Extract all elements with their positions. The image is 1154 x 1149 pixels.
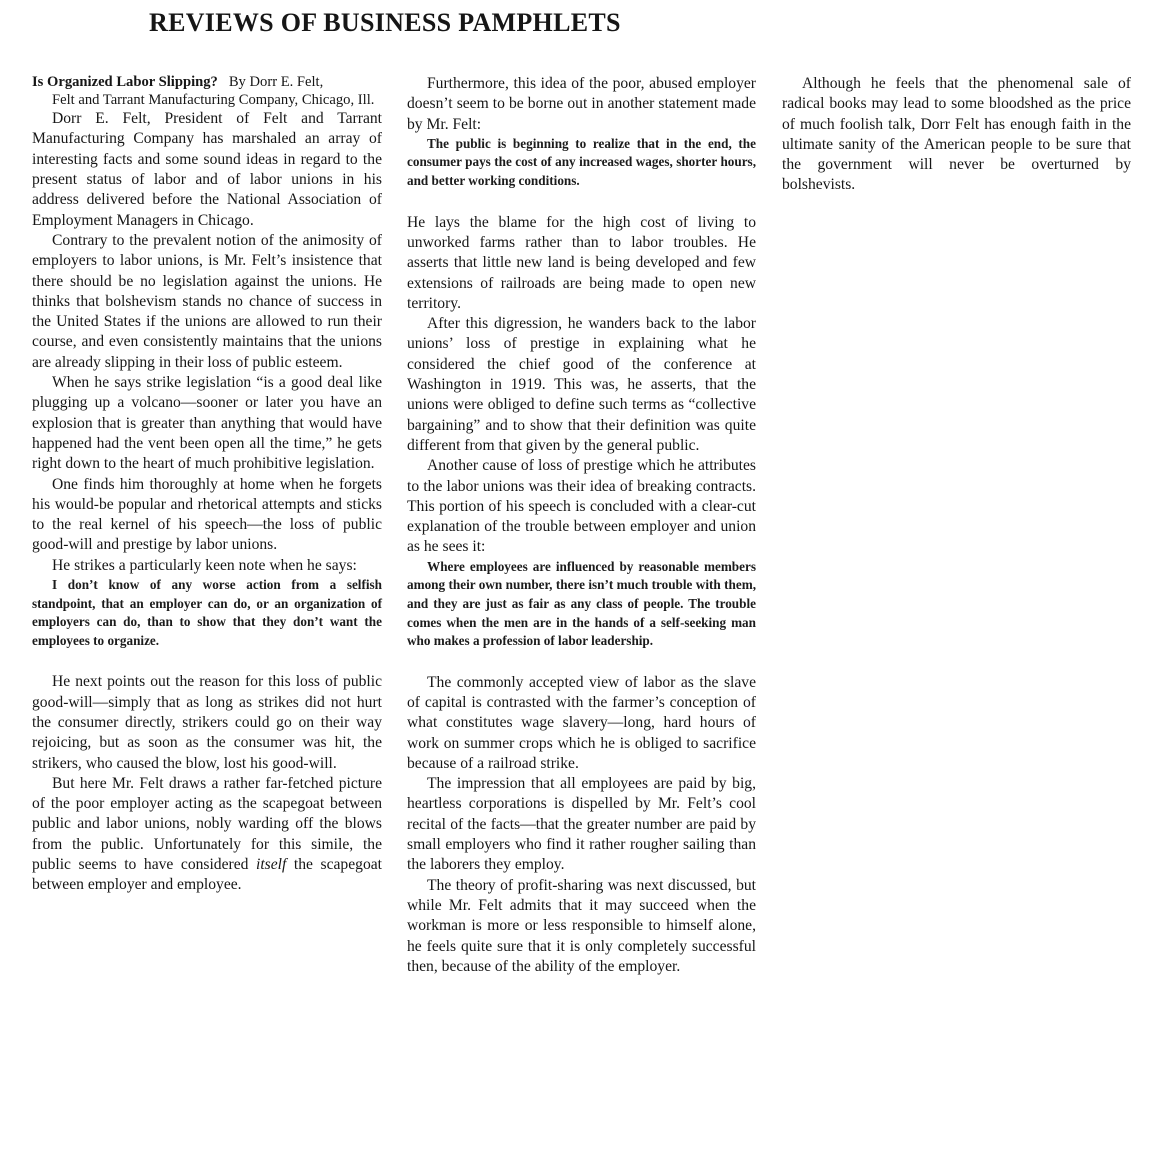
paragraph: One finds him thoroughly at home when he forgets his would-be popular and rhetorical attempts and sticks to the real kernel of his speech—the loss of public good-will and prestige by labor unions. bbox=[32, 475, 382, 554]
paragraph: Although he feels that the phenomenal sale of radical books may lead to some bloodshed as the price of much foolish talk, Dorr Felt has enough faith in the ultimate sanity of the American people to be sure that the government will never be overturned by bolshevists. bbox=[782, 75, 1131, 194]
paragraph: The impression that all employees are paid by big, heartless corporations is dispelled by Mr. Felt’s cool recital of the facts—that the greater number are paid by small employers who find it rather rougher sailing than the laborers they employ. bbox=[407, 775, 756, 874]
column-3 bbox=[782, 74, 1131, 196]
block-quote: The public is beginning to realize that in the end, the consumer pays the cost of any increased wages, shorter hours, and better working conditions. bbox=[407, 135, 756, 189]
article-heading bbox=[32, 74, 382, 109]
paragraph: He next points out the reason for this loss of public good-will—simply that as long as strikes did not hurt the consumer directly, strikers could go on their way rejoicing, but as soon as the consumer was hit, the strikers, who caused the blow, lost his good-will. bbox=[32, 673, 382, 772]
paragraph: Furthermore, this idea of the poor, abused employer doesn’t seem to be borne out in another statement made by Mr. Felt: bbox=[407, 75, 756, 133]
paragraph-text: But here Mr. Felt draws a rather far-fetched picture of the poor employer acting as the scapegoat between public and labor unions, nobly warding off the blows from the public. Unfortunately for this simile, the public seems to have considered bbox=[32, 774, 382, 874]
page-title: REVIEWS OF BUSINESS PAMPHLETS bbox=[149, 8, 621, 37]
paragraph: When he says strike legislation “is a good deal like plugging up a volcano—sooner or later you have an explosion that is greater than anything that would have happened had the vent been open all the time,” he gets right down to the heart of much prohibitive legislation. bbox=[32, 374, 382, 473]
paragraph: Contrary to the prevalent notion of the animosity of employers to labor unions, is Mr. Felt’s insistence that there should be no legislation against the unions. He thinks that bolshevism stands no chance of success in the United States if the unions are allowed to run their course, and even consistently maintains that the unions are already slipping in their loss of public esteem. bbox=[32, 231, 382, 371]
article-organization: Felt and Tarrant Manufacturing Company, Chicago, Ill. bbox=[52, 91, 375, 108]
paragraph bbox=[32, 774, 382, 896]
paragraph: Dorr E. Felt, President of Felt and Tarrant Manufacturing Company has marshaled an array of interesting facts and some sound ideas in regard to the present status of labor and of labor unions in his address delivered before the National Association of Employment Managers in Chicago. bbox=[32, 110, 382, 229]
block-quote: Where employees are influenced by reasonable members among their own number, there isn’t much trouble with them, and they are just as fair as any class of people. The trouble comes when the men are in the hands of a self-seeking man who makes a profession of labor leadership. bbox=[407, 558, 756, 649]
column-2 bbox=[407, 74, 756, 977]
article-title: Is Organized Labor Slipping? bbox=[32, 74, 218, 90]
paragraph-text: the scapegoat between employer and employee. bbox=[32, 856, 382, 894]
block-quote: I don’t know of any worse action from a selfish standpoint, that an employer can do, or an organization of employers can do, than to show that they don’t want the employees to organize. bbox=[32, 577, 382, 648]
paragraph: Another cause of loss of prestige which he attributes to the labor unions was their idea of breaking contracts. This portion of his speech is concluded with a clear-cut explanation of the trouble between employer and union as he sees it: bbox=[407, 457, 756, 556]
paragraph: The commonly accepted view of labor as the slave of capital is contrasted with the farmer’s conception of what constitutes wage slavery—long, hard hours of work on summer crops which he is obliged to sacrifice because of a railroad strike. bbox=[407, 673, 756, 772]
emphasis-text: itself bbox=[256, 856, 287, 874]
paragraph: He lays the blame for the high cost of living to unworked farms rather than to labor troubles. He asserts that little new land is being developed and few extensions of railroads are being made to open new territory. bbox=[407, 213, 756, 312]
column-1 bbox=[32, 74, 382, 896]
paragraph: He strikes a particularly keen note when he says: bbox=[52, 556, 357, 574]
paragraph: After this digression, he wanders back to the labor unions’ loss of prestige in explaining what he considered the chief good of the conference at Washington in 1919. This was, he asserts, that the unions were obliged to define such terms as “collective bargaining” and to show that their definition was quite different from that given by the general public. bbox=[407, 315, 756, 454]
paragraph: The theory of profit-sharing was next discussed, but while Mr. Felt admits that it may succeed when the workman is more or less responsible to himself alone, he feels quite sure that it is only completely successful then, because of the ability of the employer. bbox=[407, 876, 756, 975]
article-byline: By Dorr E. Felt, bbox=[228, 74, 324, 90]
